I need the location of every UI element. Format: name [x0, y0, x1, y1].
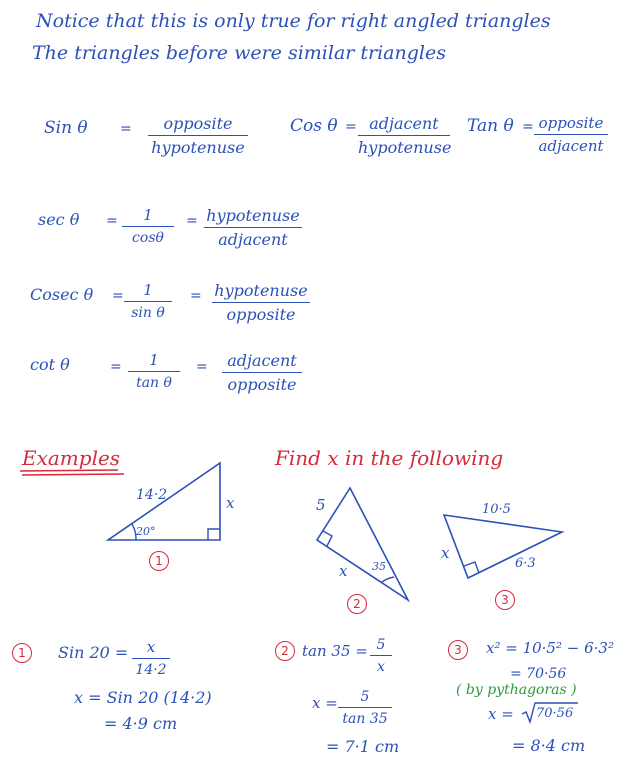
- triangle-3-right-side-label: 6·3: [515, 556, 536, 571]
- solution-3-note: ( by pythagoras ): [456, 682, 577, 698]
- triangle-3: [444, 515, 562, 578]
- triangle-1-angle-label: 20°: [136, 525, 156, 538]
- cosec-numerator-2: hypotenuse: [214, 281, 308, 300]
- solution-2-lhs: tan 35 =: [302, 642, 368, 660]
- solution-3-line-2: = 70·56: [510, 666, 567, 682]
- triangle-1-hypotenuse-label: 14·2: [136, 487, 168, 503]
- tan-label: Tan θ: [467, 116, 514, 136]
- intro-line-1: Notice that this is only true for right angled triangles: [36, 10, 551, 32]
- solution-1-numerator: x: [146, 638, 156, 656]
- solution-2-denominator-2: tan 35: [342, 711, 388, 727]
- cosec-denominator-1: sin θ: [131, 305, 165, 321]
- triangle-3-outline: [444, 515, 562, 578]
- sec-numerator-2: hypotenuse: [206, 206, 300, 225]
- cosec-label: Cosec θ: [30, 285, 94, 304]
- solution-3-line-1: x² = 10·5² − 6·3²: [486, 639, 614, 657]
- triangle-1-right-angle-mark: [208, 529, 220, 540]
- examples-instruction: Find x in the following: [275, 446, 504, 470]
- sin-denominator: hypotenuse: [151, 138, 245, 157]
- triangle-2-angle-label: 35: [372, 560, 386, 573]
- sec-label: sec θ: [38, 210, 80, 229]
- sin-equals: =: [120, 121, 132, 137]
- triangle-2-outline: [317, 488, 408, 600]
- cos-label: Cos θ: [290, 116, 338, 136]
- solution-2-denominator-1: x: [377, 659, 385, 675]
- cos-equals: =: [345, 119, 357, 135]
- solution-3-line-3-lhs: x =: [488, 705, 514, 723]
- sin-label: Sin θ: [44, 118, 88, 138]
- cosec-equals-1: =: [112, 288, 124, 304]
- cos-denominator: hypotenuse: [358, 138, 452, 157]
- triangle-3-top-side-label: 10·5: [482, 502, 511, 517]
- examples-underline: [20, 470, 124, 475]
- cot-numerator-1: 1: [149, 351, 159, 369]
- triangle-2-number: 2: [347, 594, 367, 614]
- tan-numerator: opposite: [538, 114, 604, 132]
- solution-3-line-4: = 8·4 cm: [512, 736, 586, 755]
- triangle-3-left-side-label: x: [441, 544, 450, 562]
- solution-1-line-3: = 4·9 cm: [104, 714, 178, 733]
- solution-2-fraction-1: [370, 638, 392, 674]
- solution-3-root-value: 70·56: [536, 706, 574, 721]
- cot-denominator-1: tan θ: [136, 375, 172, 391]
- solution-2-fraction-bar-1: [370, 655, 392, 656]
- solution-2-number: 2: [275, 641, 295, 661]
- solution-1-number: 1: [12, 643, 32, 663]
- sec-equals-2: =: [186, 213, 198, 229]
- solution-1-denominator: 14·2: [135, 662, 167, 678]
- examples-heading: Examples: [22, 446, 121, 470]
- intro-line-2: The triangles before were similar triangles: [32, 42, 446, 64]
- tan-equals: =: [522, 119, 534, 135]
- triangle-3-number: 3: [495, 590, 515, 610]
- triangle-1-side-label: x: [226, 494, 235, 512]
- solution-3-number: 3: [448, 640, 468, 660]
- cos-numerator: adjacent: [369, 114, 439, 133]
- triangle-2-angle-arc: [382, 577, 394, 582]
- solution-1-fraction: [132, 640, 170, 677]
- solution-2-fraction-bar-2: [338, 707, 392, 708]
- triangle-2-bottom-side-label: x: [339, 562, 348, 580]
- tan-denominator: adjacent: [538, 137, 604, 155]
- cot-denominator-2: opposite: [227, 375, 297, 394]
- sec-numerator-1: 1: [143, 206, 153, 224]
- solution-2-numerator-2: 5: [360, 689, 370, 705]
- solution-1-line-2: x = Sin 20 (14·2): [74, 688, 212, 707]
- solution-2-line-2-lhs: x =: [312, 694, 338, 712]
- solution-2-line-3: = 7·1 cm: [326, 737, 400, 756]
- solution-2-fraction-2: [338, 690, 392, 726]
- cot-equals-1: =: [110, 359, 122, 375]
- sec-equals-1: =: [106, 213, 118, 229]
- triangle-2: [317, 488, 408, 600]
- sec-denominator-2: adjacent: [218, 230, 288, 249]
- triangle-2-right-angle-mark: [323, 531, 332, 546]
- triangle-2-top-side-label: 5: [316, 496, 326, 514]
- cosec-equals-2: =: [190, 288, 202, 304]
- cosec-numerator-1: 1: [143, 281, 153, 299]
- solution-1-lhs: Sin 20 =: [58, 643, 129, 662]
- cot-numerator-2: adjacent: [227, 351, 297, 370]
- solution-1-fraction-bar: [132, 658, 170, 659]
- sin-numerator: opposite: [163, 114, 233, 133]
- solution-2-numerator-1: 5: [376, 637, 386, 653]
- cot-label: cot θ: [30, 355, 70, 374]
- cosec-denominator-2: opposite: [226, 305, 296, 324]
- sec-denominator-1: cosθ: [132, 230, 164, 246]
- triangle-1-number: 1: [149, 551, 169, 571]
- cot-equals-2: =: [196, 359, 208, 375]
